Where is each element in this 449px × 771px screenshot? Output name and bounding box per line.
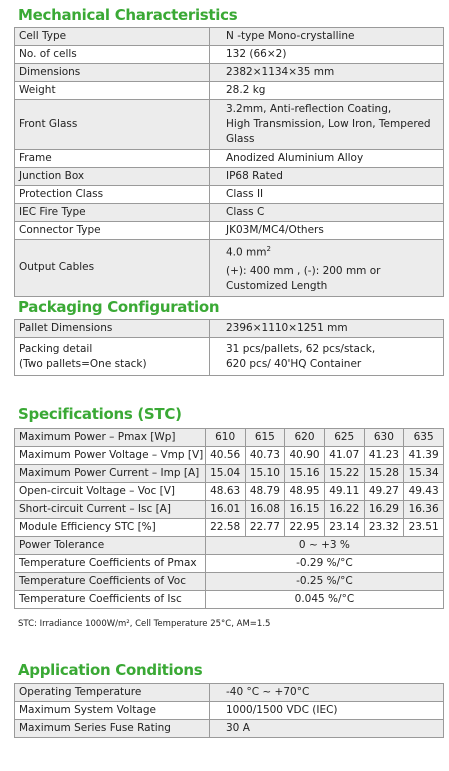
row-label: Junction Box (15, 168, 210, 186)
table-row (15, 46, 444, 64)
row-value: 23.51 (404, 519, 444, 537)
row-value: 16.08 (245, 501, 285, 519)
row-value: 15.16 (285, 465, 325, 483)
row-value: 2396×1110×1251 mm (210, 320, 444, 338)
table-row (15, 465, 444, 483)
row-label: Maximum Power Voltage – Vmp [V] (15, 447, 206, 465)
row-value: 15.04 (205, 465, 245, 483)
row-value (210, 100, 444, 150)
row-value: 28.2 kg (210, 82, 444, 100)
row-value: 630 (364, 429, 404, 447)
label-line: Packing detail (19, 342, 93, 355)
table-row (15, 483, 444, 501)
row-value: JK03M/MC4/Others (210, 222, 444, 240)
row-value: Class II (210, 186, 444, 204)
table-row (15, 222, 444, 240)
row-label: Temperature Coefficients of Isc (15, 591, 206, 609)
row-value: 2382×1134×35 mm (210, 64, 444, 82)
row-value: -40 °C ~ +70°C (210, 684, 444, 702)
row-value: 132 (66×2) (210, 46, 444, 64)
superscript: 2 (266, 245, 271, 253)
row-label: Temperature Coefficients of Voc (15, 573, 206, 591)
row-label: Pallet Dimensions (15, 320, 210, 338)
row-value: 635 (404, 429, 444, 447)
table-row (15, 447, 444, 465)
row-value: 48.95 (285, 483, 325, 501)
specifications-title: Specifications (STC) (18, 405, 182, 423)
row-value: 22.95 (285, 519, 325, 537)
row-value: 40.90 (285, 447, 325, 465)
table-row (15, 240, 444, 297)
row-value: Class C (210, 204, 444, 222)
value-line: High Transmission, Low Iron, Tempered Glass (226, 118, 431, 145)
table-row (15, 555, 444, 573)
row-label: Open-circuit Voltage – Voc [V] (15, 483, 206, 501)
row-value: 23.14 (324, 519, 364, 537)
row-value: N -type Mono-crystalline (210, 28, 444, 46)
table-row (15, 186, 444, 204)
row-value: 16.29 (364, 501, 404, 519)
row-value: 41.23 (364, 447, 404, 465)
table-row (15, 168, 444, 186)
table-row (15, 28, 444, 46)
stc-note: STC: Irradiance 1000W/m², Cell Temperature 25°C, AM=1.5 (18, 619, 271, 629)
row-value: 41.07 (324, 447, 364, 465)
packaging-title: Packaging Configuration (18, 298, 220, 316)
row-value: 23.32 (364, 519, 404, 537)
table-row (15, 429, 444, 447)
row-label: Operating Temperature (15, 684, 210, 702)
packaging-table (14, 319, 444, 376)
row-value: Anodized Aluminium Alloy (210, 150, 444, 168)
table-row (15, 684, 444, 702)
row-value: 40.56 (205, 447, 245, 465)
row-value: IP68 Rated (210, 168, 444, 186)
row-label: Maximum Series Fuse Rating (15, 720, 210, 738)
row-value: -0.25 %/°C (205, 573, 443, 591)
row-label: Output Cables (15, 240, 210, 297)
row-value: 22.58 (205, 519, 245, 537)
application-title: Application Conditions (18, 661, 203, 679)
row-label: Front Glass (15, 100, 210, 150)
row-value: -0.29 %/°C (205, 555, 443, 573)
table-row (15, 501, 444, 519)
table-row (15, 150, 444, 168)
table-row (15, 100, 444, 150)
row-value: 40.73 (245, 447, 285, 465)
row-label: Maximum Power Current – Imp [A] (15, 465, 206, 483)
mechanical-table (14, 27, 444, 297)
row-label: Cell Type (15, 28, 210, 46)
row-value: 0.045 %/°C (205, 591, 443, 609)
row-value: 16.22 (324, 501, 364, 519)
row-value: 16.36 (404, 501, 444, 519)
row-value: 610 (205, 429, 245, 447)
value-line: 620 pcs/ 40'HQ Container (226, 357, 362, 370)
row-label: Maximum Power – Pmax [Wp] (15, 429, 206, 447)
value-line: 31 pcs/pallets, 62 pcs/stack, (226, 342, 376, 355)
label-line: (Two pallets=One stack) (19, 357, 147, 370)
table-row (15, 702, 444, 720)
row-label: No. of cells (15, 46, 210, 64)
table-row (15, 573, 444, 591)
row-label: Weight (15, 82, 210, 100)
row-value: 49.27 (364, 483, 404, 501)
table-row (15, 591, 444, 609)
table-row (15, 720, 444, 738)
row-label: Power Tolerance (15, 537, 206, 555)
row-value: 15.22 (324, 465, 364, 483)
value-line: (+): 400 mm , (-): 200 mm or Customized Length (226, 264, 381, 292)
table-row (15, 338, 444, 376)
row-value: 625 (324, 429, 364, 447)
row-value: 49.11 (324, 483, 364, 501)
value-text: 4.0 mm (226, 246, 267, 259)
row-value: 16.01 (205, 501, 245, 519)
row-value: 1000/1500 VDC (IEC) (210, 702, 444, 720)
table-row (15, 320, 444, 338)
row-label (15, 338, 210, 376)
row-label: Temperature Coefficients of Pmax (15, 555, 206, 573)
application-table (14, 683, 444, 738)
table-row (15, 82, 444, 100)
mechanical-title: Mechanical Characteristics (18, 6, 238, 24)
row-value: 15.28 (364, 465, 404, 483)
value-line: 3.2mm, Anti-reflection Coating, (226, 103, 392, 115)
table-row (15, 204, 444, 222)
row-label: Frame (15, 150, 210, 168)
value-line (226, 242, 443, 261)
row-label: Dimensions (15, 64, 210, 82)
row-label: Connector Type (15, 222, 210, 240)
row-value: 16.15 (285, 501, 325, 519)
row-label: IEC Fire Type (15, 204, 210, 222)
row-value: 48.79 (245, 483, 285, 501)
row-label: Protection Class (15, 186, 210, 204)
row-value (210, 240, 444, 297)
row-value: 15.10 (245, 465, 285, 483)
row-value: 48.63 (205, 483, 245, 501)
table-row (15, 64, 444, 82)
row-value: 15.34 (404, 465, 444, 483)
specifications-table (14, 428, 444, 609)
table-row (15, 537, 444, 555)
row-value (210, 338, 444, 376)
row-value: 615 (245, 429, 285, 447)
row-label: Short-circuit Current – Isc [A] (15, 501, 206, 519)
row-value: 0 ~ +3 % (205, 537, 443, 555)
row-value: 22.77 (245, 519, 285, 537)
row-value: 620 (285, 429, 325, 447)
table-row (15, 519, 444, 537)
row-value: 49.43 (404, 483, 444, 501)
row-label: Maximum System Voltage (15, 702, 210, 720)
row-label: Module Efficiency STC [%] (15, 519, 206, 537)
row-value: 30 A (210, 720, 444, 738)
row-value: 41.39 (404, 447, 444, 465)
